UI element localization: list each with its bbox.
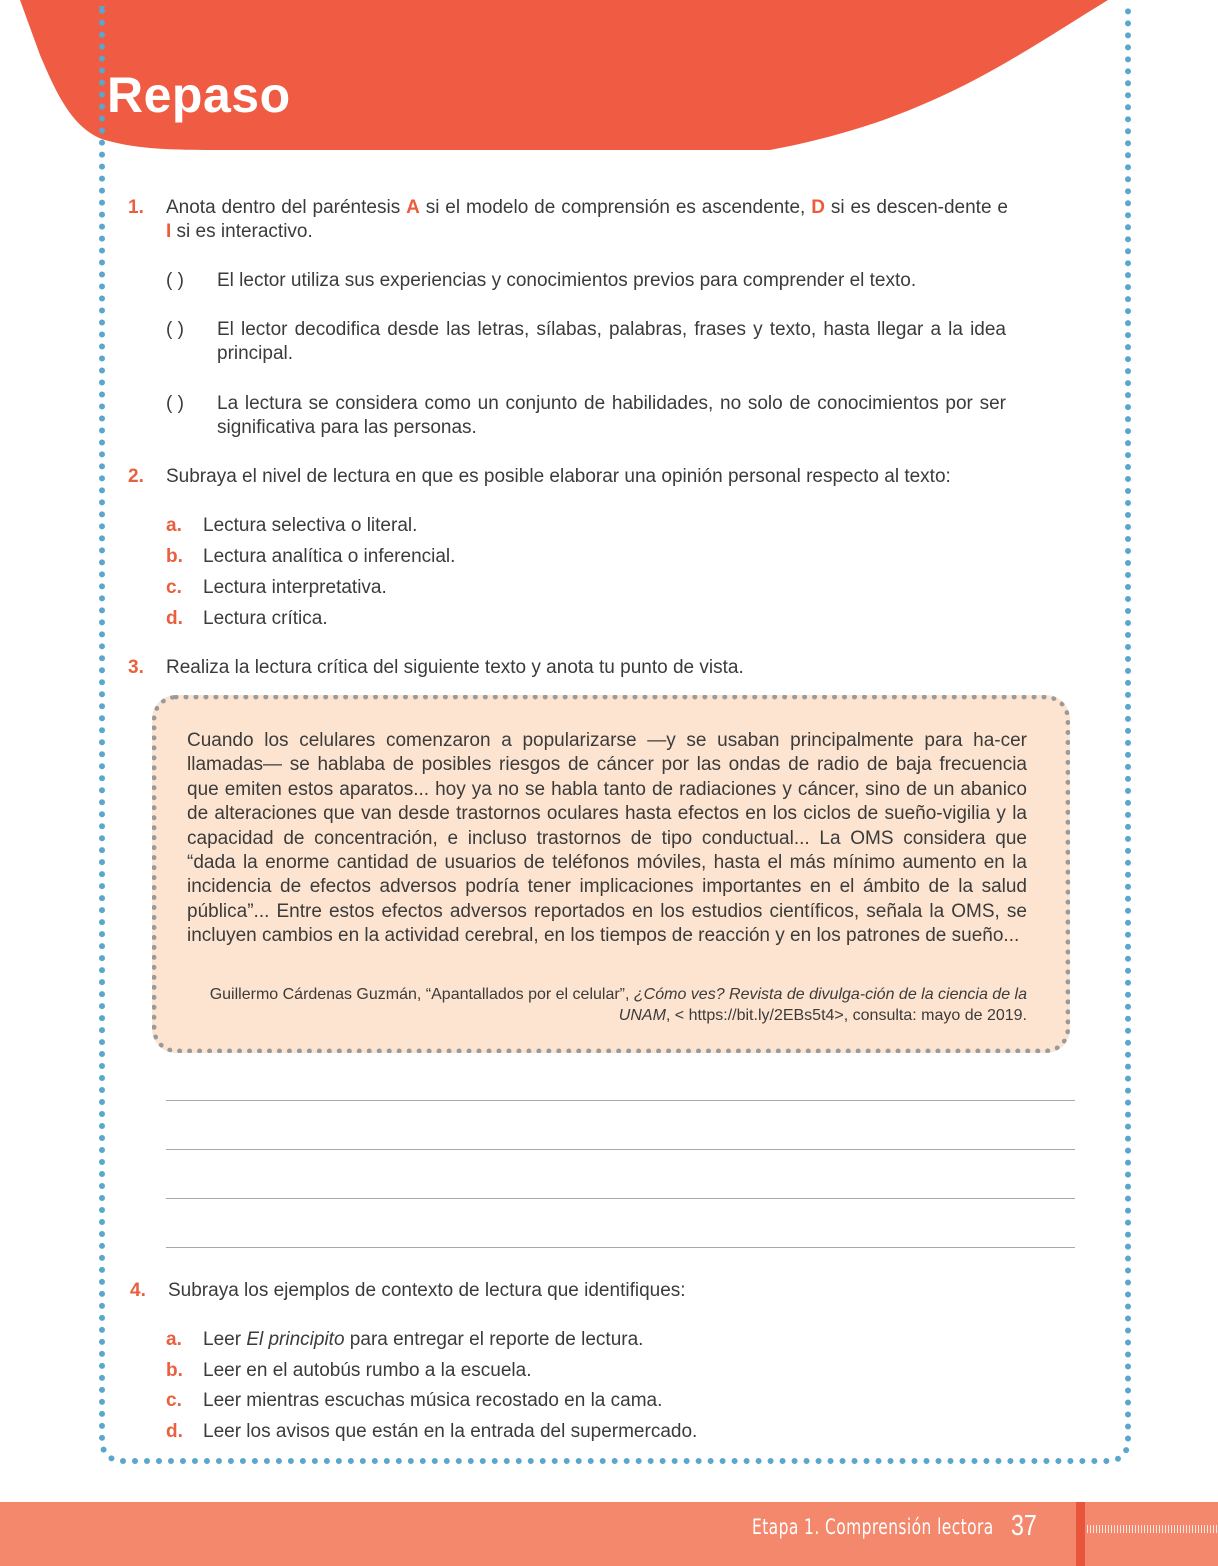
page-title: Repaso [107, 67, 291, 123]
question-1 [128, 196, 1008, 244]
question-number: 3. [128, 657, 144, 678]
answer-line[interactable] [166, 1247, 1075, 1248]
list-item[interactable]: b. Leer en el autobús rumbo a la escuela. [166, 1360, 532, 1381]
list-item[interactable]: c. Lectura interpretativa. [166, 577, 387, 598]
footer-divider [1076, 1502, 1085, 1566]
list-item[interactable]: a. Lectura selectiva o literal. [166, 515, 418, 536]
question-4 [130, 1279, 1010, 1303]
question-number: 4. [130, 1280, 146, 1301]
answer-line[interactable] [166, 1198, 1075, 1199]
footer-section-label: Etapa 1. Comprensión lectora [752, 1515, 994, 1539]
answer-line[interactable] [166, 1100, 1075, 1101]
question-number: 1. [128, 197, 144, 218]
question-3 [128, 656, 1008, 680]
list-item[interactable]: b. Lectura analítica o inferencial. [166, 546, 456, 567]
question-text: Subraya los ejemplos de contexto de lectura que identifiques: [168, 1280, 686, 1301]
quote-citation: Guillermo Cárdenas Guzmán, “Apantallados por el celular”, ¿Cómo ves? Revista de divulga-ción de la ciencia de la UNAM, < https://bit.ly/2EBs5t4>, consulta: mayo de 2019. [209, 986, 1027, 1024]
question-text: Subraya el nivel de lectura en que es posible elaborar una opinión personal respecto al texto: [166, 466, 951, 487]
question-2 [128, 465, 1008, 489]
list-item[interactable]: c. Leer mientras escuchas música recostado en la cama. [166, 1390, 663, 1411]
answer-line[interactable] [166, 1149, 1075, 1150]
answer-option: ( ) El lector decodifica desde las letras, sílabas, palabras, frases y texto, hasta llegar a la idea principal. [166, 319, 1006, 364]
answer-blank[interactable]: ( ) [166, 393, 184, 414]
list-item[interactable]: d. Leer los avisos que están en la entrada del supermercado. [166, 1421, 698, 1442]
answer-blank[interactable]: ( ) [166, 270, 184, 291]
answer-option: ( ) El lector utiliza sus experiencias y conocimientos previos para comprender el texto. [166, 270, 917, 291]
question-number: 2. [128, 466, 144, 487]
footer-decoration [1087, 1525, 1218, 1533]
page-number: 37 [1011, 1510, 1037, 1542]
answer-option: ( ) La lectura se considera como un conjunto de habilidades, no solo de conocimientos por ser significativa para las personas. [166, 393, 1006, 438]
list-item[interactable]: d. Lectura crítica. [166, 608, 328, 629]
list-item[interactable]: a. Leer El principito para entregar el reporte de lectura. [166, 1329, 644, 1350]
question-text: Realiza la lectura crítica del siguiente texto y anota tu punto de vista. [166, 657, 744, 678]
quote-text: Cuando los celulares comenzaron a popularizarse —y se usaban principalmente para ha-cer llamadas— se hablaba de posibles riesgos de cáncer por las ondas de radio de baja frecuencia que emiten estos aparatos... hoy ya no se habla tanto de radiaciones y cáncer, sino de un abanico de alteraciones que van desde trastornos oculares hasta efectos en los ciclos de sueño-vigilia y la capacidad de concentración, e incluso trastornos de tipo conductual... La OMS considera que “dada la enorme cantidad de usuarios de teléfonos móviles, hasta el más mínimo aumento en la incidencia de efectos adversos podría tener implicaciones importantes en el ámbito de la salud pública”... Entre estos efectos adversos reportados en los estudios científicos, señala la OMS, se incluyen cambios en la actividad cerebral, en los tiempos de reacción y en los patrones de sueño... [187, 730, 1027, 947]
answer-blank[interactable]: ( ) [166, 319, 184, 340]
question-text: Anota dentro del paréntesis A si el modelo de comprensión es ascendente, D si es descen-dente e I si es interactivo. [166, 197, 1008, 242]
